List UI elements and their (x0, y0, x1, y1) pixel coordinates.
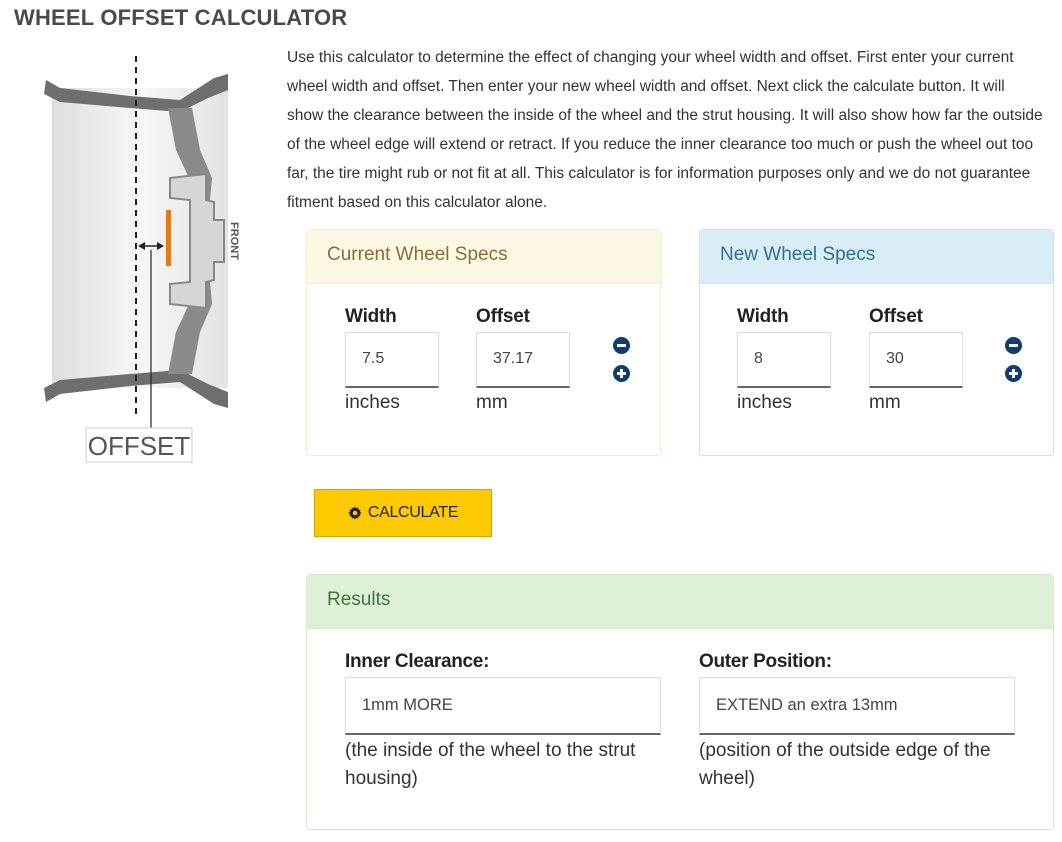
outer-position-field (699, 651, 1015, 793)
new-width-field (737, 306, 831, 414)
current-offset-field (476, 306, 570, 414)
gear-icon (348, 506, 362, 520)
intro-line: Use this calculator to determine the effect of changing your wheel width and offset. First enter your current (287, 49, 1014, 66)
intro-line: far, the tire might rub or not fit at all. This calculator is for information purposes only and we do not guarantee (287, 165, 1031, 182)
intro-line: wheel width and offset. Then enter your new wheel width and offset. Next click the calculate button. It will (287, 78, 1005, 95)
inner-clearance-note: (the inside of the wheel to the strut housing) (345, 740, 636, 789)
intro-text (287, 43, 1062, 217)
current-offset-unit: mm (476, 392, 508, 413)
intro-line: fitment based on this calculator alone. (287, 194, 548, 211)
intro-line: of the wheel edge will extend or retract. If you reduce the inner clearance too much or push the wheel out too (287, 136, 1034, 153)
plus-icon[interactable] (1005, 365, 1022, 382)
calculate-button[interactable] (314, 489, 492, 537)
current-width-input[interactable]: 7.5 (345, 332, 439, 388)
intro-line: show the clearance between the inside of the wheel and the strut housing. It will also show how far the outside (287, 107, 1043, 124)
new-offset-unit: mm (869, 392, 901, 413)
inner-clearance-label: Inner Clearance: (345, 651, 490, 672)
new-offset-field (869, 306, 963, 414)
current-wheel-panel (306, 229, 661, 456)
plus-icon[interactable] (613, 365, 630, 382)
results-title: Results (307, 575, 1053, 629)
new-offset-input[interactable]: 30 (869, 332, 963, 388)
new-width-label: Width (737, 306, 789, 327)
new-width-input[interactable]: 8 (737, 332, 831, 388)
new-wheel-title: New Wheel Specs (700, 230, 1053, 284)
current-wheel-title: Current Wheel Specs (307, 230, 660, 284)
wheel-offset-diagram (30, 50, 260, 470)
diagram-offset-label: OFFSET (87, 431, 191, 461)
outer-position-output: EXTEND an extra 13mm (699, 677, 1015, 735)
inner-clearance-field (345, 651, 661, 793)
new-wheel-panel (699, 229, 1054, 456)
diagram-front-label: FRONT (228, 222, 240, 260)
new-offset-label: Offset (869, 306, 923, 327)
outer-position-label: Outer Position: (699, 651, 832, 672)
new-offset-stepper (1005, 337, 1025, 393)
inner-clearance-output: 1mm MORE (345, 677, 661, 735)
minus-icon[interactable] (1005, 337, 1022, 354)
current-offset-label: Offset (476, 306, 530, 327)
outer-position-note: (position of the outside edge of the wheel) (699, 740, 991, 789)
calculate-label: CALCULATE (367, 504, 459, 521)
minus-icon[interactable] (613, 337, 630, 354)
results-panel (306, 574, 1054, 830)
current-width-label: Width (345, 306, 397, 327)
current-offset-input[interactable]: 37.17 (476, 332, 570, 388)
current-offset-stepper (613, 337, 633, 393)
current-width-unit: inches (345, 392, 400, 413)
new-width-unit: inches (737, 392, 792, 413)
current-width-field (345, 306, 439, 414)
page-title: WHEEL OFFSET CALCULATOR (14, 5, 348, 30)
